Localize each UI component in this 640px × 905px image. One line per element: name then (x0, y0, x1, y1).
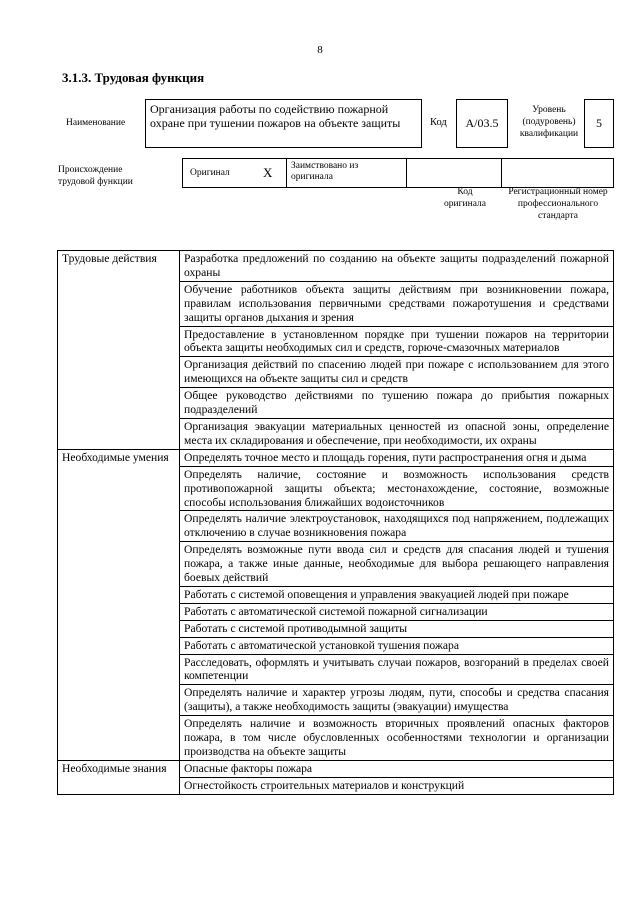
original-label: Оригинал (190, 168, 230, 178)
level-label: Уровень (подуровень) квалификации (519, 105, 579, 139)
list-item: Определять наличие, состояние и возможность использования средств противопожарной защиты объекта; местонахождение, состояние, возможные способы использования ближайших водоисточников (180, 466, 614, 511)
list-item: Определять точное место и площадь горения, пути распространения огня и дыма (180, 449, 614, 466)
list-item: Организация действий по спасению людей при пожаре с использованием для этого имеющихся на объекте защиты сил и средств (180, 357, 614, 388)
list-item: Работать с автоматической системой пожарной сигнализации (180, 603, 614, 620)
list-item: Предоставление в установленном порядке при тушении пожаров на территории объекта защиты необходимых сил и средств, горюче-смазочных материалов (180, 326, 614, 357)
list-item: Расследовать, оформлять и учитывать случаи пожаров, возгораний в пределах своей компетенции (180, 654, 614, 685)
section-heading: Необходимые умения (58, 449, 180, 760)
code-label: Код (430, 117, 447, 128)
origin-borrowed-cell: Заимствовано из оригинала (287, 159, 407, 187)
list-item: Огнестойкость строительных материалов и конструкций (180, 777, 614, 794)
table-row (58, 760, 614, 777)
origin-row (182, 158, 614, 188)
list-item: Опасные факторы пожара (180, 760, 614, 777)
list-item: Организация эвакуации материальных ценностей из опасной зоны, определение места их складирования и обеспечение, при необходимости, их охраны (180, 418, 614, 449)
list-item: Определять наличие электроустановок, находящихся под напряжением, подлежащих отключению в случае возникновения пожара (180, 511, 614, 542)
table-row (58, 251, 614, 282)
section-title: 3.1.3. Трудовая функция (62, 70, 205, 85)
function-details-table (57, 250, 614, 795)
origin-reg-cell (502, 159, 614, 187)
function-name-box: Организация работы по содействию пожарной охране при тушении пожаров на объекте защиты (145, 99, 422, 148)
origin-original-cell (182, 159, 287, 187)
origin-code-cell (407, 159, 502, 187)
original-mark: X (263, 165, 273, 180)
list-item: Работать с системой оповещения и управления эвакуацией людей при пожаре (180, 586, 614, 603)
code-box: А/03.5 (456, 99, 508, 148)
list-item: Работать с автоматической установкой тушения пожара (180, 637, 614, 654)
list-item: Разработка предложений по созданию на объекте защиты подразделений пожарной охраны (180, 251, 614, 282)
list-item: Определять наличие и характер угрозы людям, пути, способы и средства спасания (защиты), а также необходимость защиты (эвакуации) имущества (180, 685, 614, 716)
table-row (58, 449, 614, 466)
section-heading: Необходимые знания (58, 760, 180, 794)
page-number: 8 (317, 44, 323, 56)
list-item: Определять наличие и возможность вторичных проявлений опасных факторов пожара, в том числе обусловленных особенностями технологии и организации производства на объекте защиты (180, 716, 614, 761)
section-heading: Трудовые действия (58, 251, 180, 450)
list-item: Общее руководство действиями по тушению пожара до прибытия пожарных подразделений (180, 388, 614, 419)
origin-label: Происхождение трудовой функции (58, 165, 133, 187)
name-label: Наименование (66, 118, 126, 128)
list-item: Определять возможные пути ввода сил и средств для спасания людей и тушения пожара, а также иные данные, необходимые для выбора решающего направления боевых действий (180, 542, 614, 587)
list-item: Обучение работников объекта защиты действиям при возникновении пожара, правилам использования первичными средствами пожаротушения и средствами защиты органов дыхания и зрения (180, 281, 614, 326)
code-original-caption: Код оригинала (444, 187, 486, 209)
registration-number-caption: Регистрационный номер профессионального стандарта (508, 187, 608, 221)
level-box: 5 (584, 99, 614, 148)
list-item: Работать с системой противодымной защиты (180, 620, 614, 637)
